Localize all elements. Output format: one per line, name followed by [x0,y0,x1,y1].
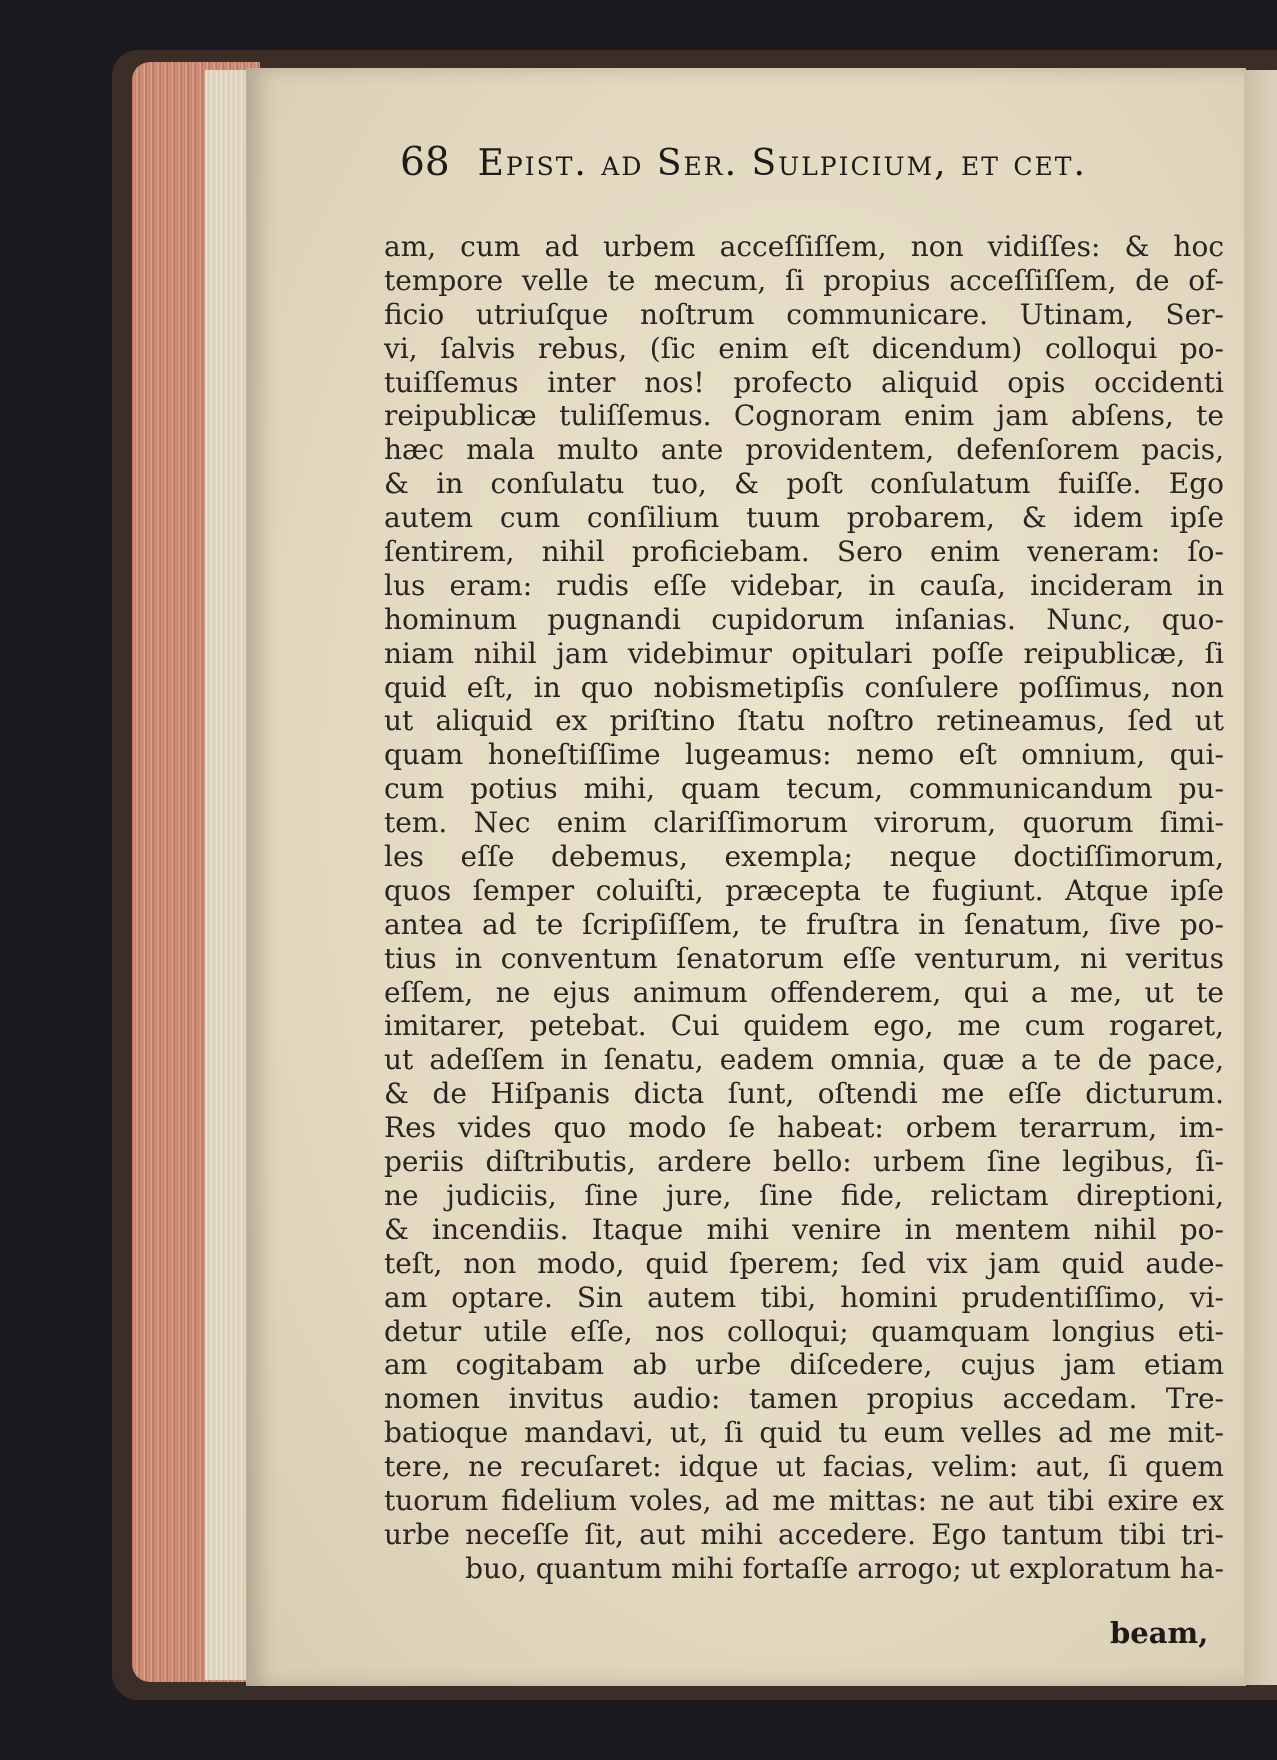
text-line: hæc mala multo ante providentem, defenſorem pacis, [384,433,1224,467]
text-line: ut aliquid ex priſtino ſtatu noſtro retineamus, ſed ut [384,704,1224,738]
text-line: vi, ſalvis rebus, (ſic enim eſt dicendum) colloqui po- [384,331,1224,365]
text-line: teſt, non modo, quid ſperem; ſed vix jam quid aude- [384,1246,1224,1280]
text-line: lus eram: rudis eſſe videbar, in cauſa, incideram in [384,568,1224,602]
running-title: Epist. ad Ser. Sulpicium, et cet. [477,143,1087,184]
text-line: urbe neceſſe ſit, aut mihi accedere. Ego tantum tibi tri- [384,1517,1224,1551]
text-line: eſſem, ne ejus animum offenderem, qui a me, ut te [384,975,1224,1009]
text-line: am optare. Sin autem tibi, homini prudentiſſimo, vi- [384,1280,1224,1314]
body-text [384,230,1224,1586]
catchword: beam, [1110,1616,1209,1650]
text-line: reipublicæ tuliſſemus. Cognoram enim jam abſens, te [384,399,1224,433]
text-line: niam nihil jam videbimur opitulari poſſe reipublicæ, ſi [384,636,1224,670]
text-line: quid eſt, in quo nobismetipſis conſulere poſſimus, non [384,670,1224,704]
text-line: tuiſſemus inter nos! profecto aliquid opis occidenti [384,365,1224,399]
text-line: am cogitabam ab urbe diſcedere, cujus jam etiam [384,1348,1224,1382]
text-line: tuorum fidelium voles, ad me mittas: ne aut tibi exire ex [384,1483,1224,1517]
text-line: tius in conventum ſenatorum eſſe venturum, ni veritus [384,941,1224,975]
text-line: ut adeſſem in ſenatu, eadem omnia, quæ a te de pace, [384,1043,1224,1077]
text-line: quam honeſtiſſime lugeamus: nemo eſt omnium, qui- [384,738,1224,772]
page-header [400,140,1190,200]
text-line: tempore velle te mecum, ſi propius acceſſiſſem, de of- [384,263,1224,297]
text-line: ne judiciis, ſine jure, ſine fide, relictam direptioni, [384,1178,1224,1212]
text-line: quos ſemper coluiſti, præcepta te fugiunt. Atque ipſe [384,873,1224,907]
text-line: autem cum conſilium tuum probarem, & idem ipſe [384,501,1224,535]
text-line: nomen invitus audio: tamen propius accedam. Tre- [384,1382,1224,1416]
text-line: imitarer, petebat. Cui quidem ego, me cum rogaret, [384,1009,1224,1043]
facing-page-strip [1244,70,1277,1685]
text-line: ficio utriuſque noſtrum communicare. Utinam, Ser- [384,297,1224,331]
text-line: detur utile eſſe, nos colloqui; quamquam longius eti- [384,1314,1224,1348]
text-line: tere, ne recuſaret: idque ut facias, velim: aut, ſi quem [384,1450,1224,1484]
text-line: periis diſtributis, ardere bello: urbem ſine legibus, ſi- [384,1145,1224,1179]
text-line: am, cum ad urbem acceſſiſſem, non vidiſſes: & hoc [384,230,1224,263]
text-line: Res vides quo modo ſe habeat: orbem terarrum, im- [384,1111,1224,1145]
text-line: ſentirem, nihil proficiebam. Sero enim veneram: ſo- [384,535,1224,569]
page-number: 68 [400,140,450,185]
text-line: hominum pugnandi cupidorum inſanias. Nunc, quo- [384,602,1224,636]
text-line: antea ad te ſcripſiſſem, te fruſtra in ſenatum, ſive po- [384,907,1224,941]
text-line: les eſſe debemus, exempla; neque doctiſſimorum, [384,840,1224,874]
text-line: buo, quantum mihi fortaſſe arrogo; ut exploratum ha- [465,1551,1224,1585]
text-line: & de Hiſpanis dicta ſunt, oſtendi me eſſe dicturum. [384,1077,1224,1111]
text-line: & incendiis. Itaque mihi venire in mentem nihil po- [384,1212,1224,1246]
text-line: batioque mandavi, ut, ſi quid tu eum velles ad me mit- [384,1416,1224,1450]
text-line: & in conſulatu tuo, & poſt conſulatum fuiſſe. Ego [384,467,1224,501]
text-line: cum potius mihi, quam tecum, communicandum pu- [384,772,1224,806]
text-line: tem. Nec enim clariſſimorum virorum, quorum ſimi- [384,806,1224,840]
